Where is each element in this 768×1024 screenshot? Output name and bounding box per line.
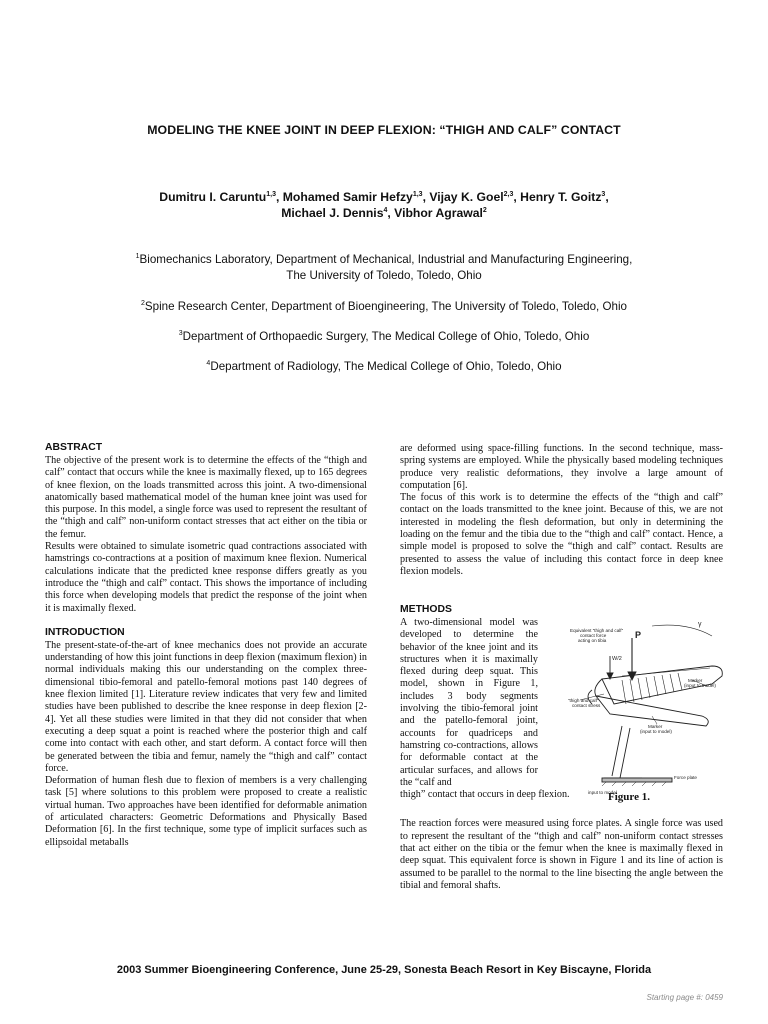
left-column <box>45 441 367 849</box>
affiliation-marker: 4 <box>206 360 211 367</box>
author-line-2: Michael J. Dennis$^4$, Vibhor Agrawal$^2$ <box>281 206 487 220</box>
knee-model-diagram <box>562 616 727 806</box>
affiliation-text: The University of Toledo, Toledo, Ohio <box>286 269 482 282</box>
label-gamma: γ <box>698 621 702 628</box>
methods-paragraph-2: The reaction forces were measured using force plates. A single force was used to represent the resultant of the “thigh and calf” non-uniform contact stresses that act either on the tibia or the femur when the knee is maximally flexed in deep squat. This equivalent force is shown in Figure 1 and its line of action is assumed to be parallel to the normal to the line bisecting the angle between the tibial and femoral shafts. <box>400 818 723 891</box>
label-equivalent-force-3: acting on tibia <box>578 638 607 643</box>
author-name: Dumitru I. Caruntu <box>159 190 267 204</box>
introduction-heading: INTRODUCTION <box>45 626 125 638</box>
author-name: Henry T. Goitz <box>520 190 602 204</box>
affiliation-marker: 3 <box>178 330 183 337</box>
right-paragraph-2: The focus of this work is to determine the effects of the “thigh and calf” contact on the loads transmitted to the knee joint. Because of this, we are not interested in modeling the flesh deformation, but only in determining the loading on the femur and the tibia due to the “thigh and calf” contact. Hence, a simple model is proposed to solve the “thigh and calf” contact. Results are presented to assess the value of including this contact force in deep knee flexion models. <box>400 492 723 577</box>
label-marker-1b: (input to model) <box>684 683 716 688</box>
conference-footer: 2003 Summer Bioengineering Conference, June 25-29, Sonesta Beach Resort in Key Biscayne, Florida <box>116 964 652 976</box>
author-affil: 2,3 <box>503 191 514 198</box>
affiliation-2 <box>0 299 768 315</box>
affiliation-marker: 1 <box>135 253 140 260</box>
author-affil: 1,3 <box>412 191 423 198</box>
paper-title: MODELING THE KNEE JOINT IN DEEP FLEXION: “THIGH AND CALF” CONTACT <box>147 123 621 137</box>
author-name: Vijay K. Goel <box>429 190 504 204</box>
introduction-paragraph-2: Deformation of human flesh due to flexion of members is a very challenging task [5] where solutions to this problem were proposed to create a realistic virtual human. Two approaches have been identified for deformable animation of articulated characters: Geometric Deformations and Physically Based Deformation [6]. In the first technique, some type of implicit surfaces such as ellipsoidal metaballs <box>45 775 367 848</box>
label-marker-2a: Marker <box>648 724 663 729</box>
author-affil: 1,3 <box>266 191 276 198</box>
methods-heading: METHODS <box>400 604 452 615</box>
label-equivalent-force-2: contact force <box>580 633 607 638</box>
label-marker-1a: Marker <box>688 678 703 683</box>
right-column <box>400 443 723 578</box>
affiliation-text: Department of Orthopaedic Surgery, The Medical College of Ohio, Toledo, Ohio <box>182 330 590 343</box>
affiliation-3 <box>0 329 768 345</box>
abstract-heading: ABSTRACT <box>45 442 103 453</box>
abstract-paragraph-1: The objective of the present work is to determine the effects of the “thigh and calf” contact that occurs while the knee is maximally flexed, up to 165 degrees of knee flexion, on the loads transmitted across this joint. A two-dimensional anatomically based mathematical model of the human knee joint was used for this purpose. In this model, a single force was used to represent the resultant of the “thigh and calf” non-uniform contact stresses that act either on the tibia or the femur. <box>45 455 367 540</box>
figure-1 <box>562 616 727 806</box>
label-force-plate: Force plate <box>674 775 697 780</box>
right-paragraph-1: are deformed using space-filling functions. In the second technique, mass-spring systems are employed. While the physically based modeling techniques produce very realistic deformations, they involve a large amount of computation [6]. <box>400 443 723 491</box>
author-affil: 4 <box>383 207 388 214</box>
affiliation-text: Department of Radiology, The Medical College of Ohio, Toledo, Ohio <box>210 360 562 373</box>
affiliation-marker: 2 <box>141 300 145 307</box>
label-contact-stress-1: “thigh and calf” <box>568 698 599 703</box>
author-affil: 3 <box>601 191 606 198</box>
affiliation-1 <box>0 252 768 284</box>
author-affil: 2 <box>482 207 487 214</box>
author-line-1: Dumitru I. Caruntu$^{1,3}$, Mohamed Samir Hefzy$^{1,3}$, Vijay K. Goel$^{2,3}$, Henry T. Goitz$^3$, <box>159 190 609 204</box>
figure-caption: Figure 1. <box>608 791 650 803</box>
methods-paragraph-1-end: thigh” contact that occurs in deep flexion. <box>400 789 570 801</box>
label-contact-stress-2: contact stress <box>572 703 601 708</box>
author-name: Michael J. Dennis <box>281 206 384 220</box>
page-number-label: Starting page #: 0459 <box>646 993 723 1002</box>
label-marker-2b: (input to model) <box>640 729 672 734</box>
author-name: Vibhor Agrawal <box>394 206 483 220</box>
introduction-paragraph-1: The present-state-of-the-art of knee mechanics does not provide an accurate understanding of how this joint functions in deep flexion (maximum flexion) in normal individuals making this our understanding on the complex three-dimensional tibio-femoral and patello-femoral motions past 140 degrees of knee flexion limited [1]. Literature review indicates that very few and limited studies have been published to describe the knee response in deep flexion [2-4]. Yet all these studies were limited in that they did not consider that when executing a deep squat a point is reached where the posterior thigh and calf come into contact with each other, and start deform. A contact force will then be generated between the tibia and femur, namely the “thigh and calf” contact force. <box>45 639 367 774</box>
affiliation-4 <box>0 359 768 375</box>
author-list <box>0 189 768 221</box>
methods-paragraph-1: A two-dimensional model was developed to determine the behavior of the knee joint and its structures when it is maximally flexed during deep squat. This model, shown in Figure 1, includes 3 body segments involving the tibio-femoral joint and the patello-femoral joint, accounts for quadriceps and hamstring co-contractions, allows for deformable contact at the articular surfaces, and allows for the “calf and <box>400 617 538 788</box>
label-input-to-model: input to model <box>588 790 617 795</box>
author-name: Mohamed Samir Hefzy <box>282 190 413 204</box>
label-p: P <box>635 630 642 640</box>
label-equivalent-force-1: Equivalent “thigh and calf” <box>570 628 624 633</box>
abstract-paragraph-2: Results were obtained to simulate isometric quad contractions associated with hamstrings co-contractions at a position of maximum knee flexion. Numerical calculations indicate that the predicted knee response differs greatly as you introduce the “thigh and calf” contact. This shows the importance of including this force when developing models that predict the response of the joint when it is maximally flexed. <box>45 541 367 614</box>
label-w2: W/2 <box>612 656 622 662</box>
affiliation-text: Spine Research Center, Department of Bioengineering, The University of Toledo, Toledo, Ohio <box>144 300 627 313</box>
affiliation-text: Biomechanics Laboratory, Department of Mechanical, Industrial and Manufacturing Engineering, <box>139 253 633 266</box>
